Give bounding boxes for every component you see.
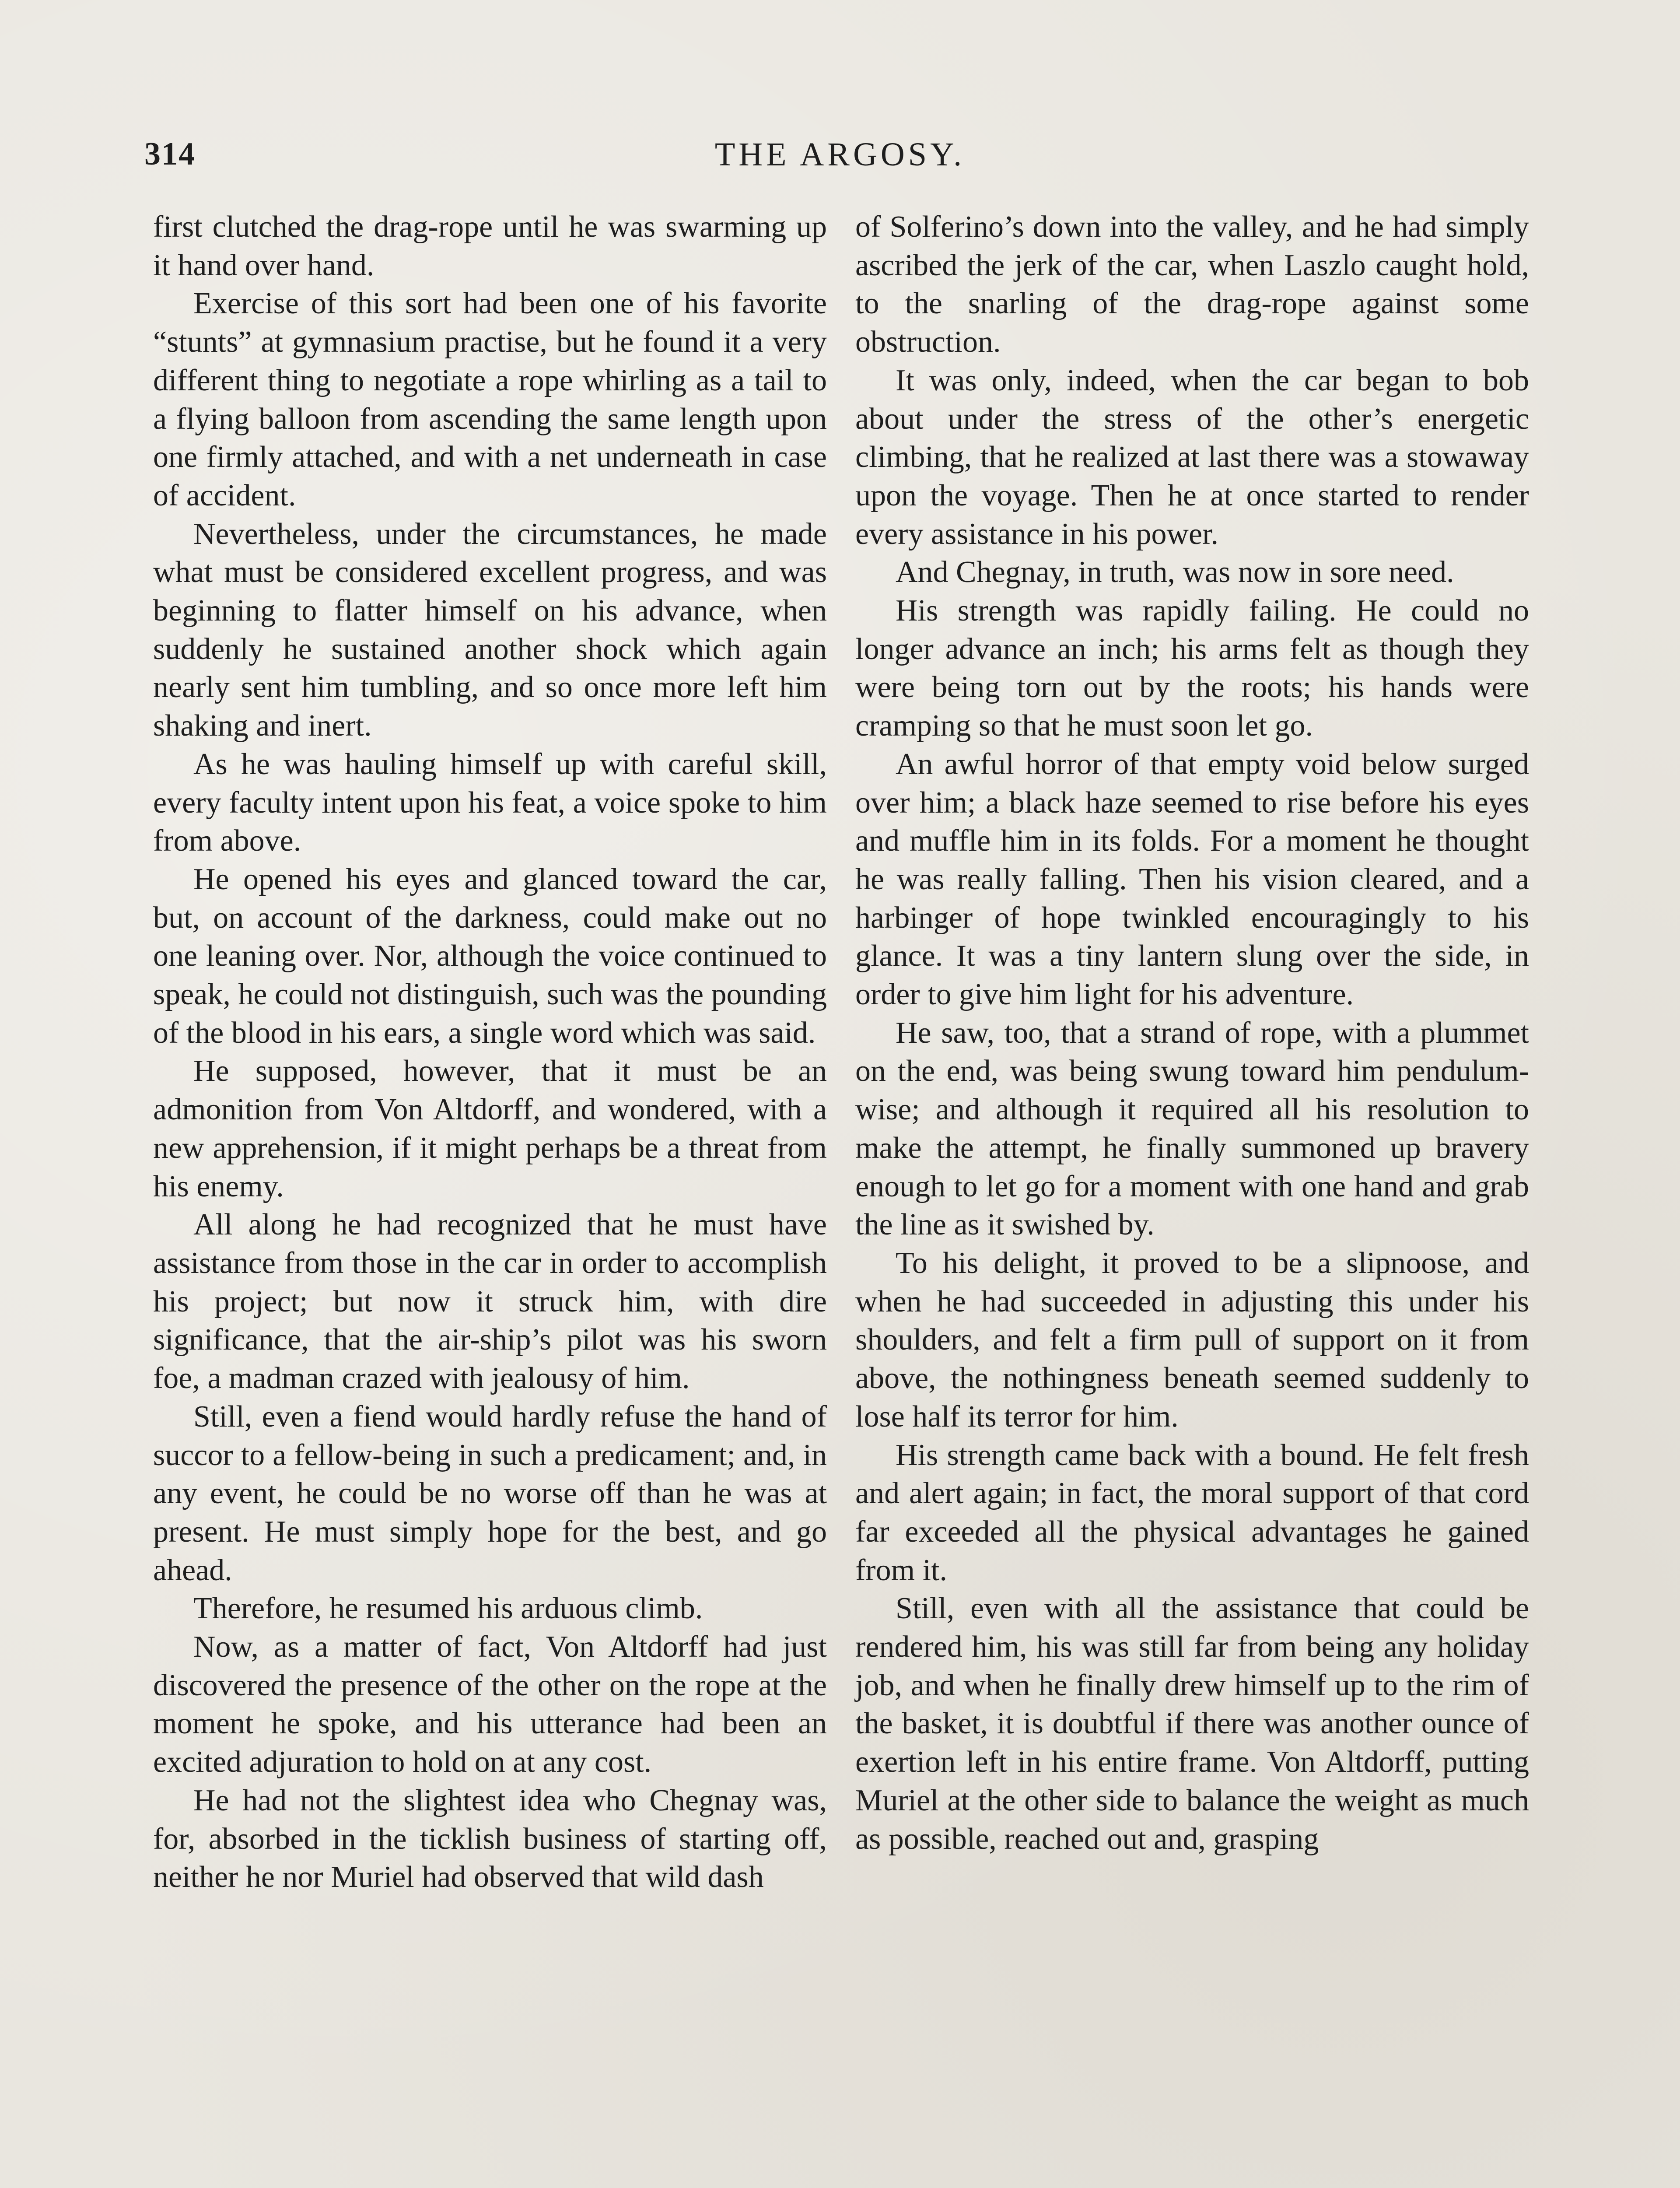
paragraph: Therefore, he resumed his arduous climb. (193, 1592, 703, 1626)
paragraph: He supposed, however, that it must be an admonition from Von Altdorff, and wondered, with a new apprehension, if it might perhaps be a threat from his enemy. (153, 1054, 827, 1203)
paragraph: He opened his eyes and glanced toward the car, but, on account of the darkness, could make out no one leaning over. Nor, although the voice continued to speak, he could not distinguish, such was the pounding of the blood in his ears, a single word which was said. (153, 862, 827, 1050)
paragraph: Now, as a matter of fact, Von Altdorff had just discovered the presence of the other on the rope at the moment he spoke, and his utterance had been an excited adjuration to hold on at any cost. (153, 1630, 827, 1779)
running-head: THE ARGOSY. (714, 136, 966, 173)
paragraph: He had not the slightest idea who Chegnay was, for, absorbed in the ticklish business of starting off, neither he nor Muriel had observed that wild dash (153, 1783, 827, 1894)
paragraph: His strength was rapidly failing. He could no longer advance an inch; his arms felt as though they were being torn out by the roots; his hands were cramping so that he must soon let go. (855, 594, 1529, 743)
paragraph: Nevertheless, under the circumstances, he made what must be considered excellent progress, and was beginning to flatter himself on his advance, when suddenly he sustained another shock which again nearly sent him tumbling, and so once more left him shaking and inert. (153, 517, 827, 743)
page-number: 314 (144, 136, 196, 172)
paragraph: of Solferino’s down into the valley, and he had simply ascribed the jerk of the car, when Laszlo caught hold, to the snarling of the drag-rope against some obstruction. (855, 210, 1529, 359)
paragraph: An awful horror of that empty void below surged over him; a black haze seemed to rise before his eyes and muffle him in its folds. For a moment he thought he was really falling. Then his vision cleared, and a harbinger of hope twinkled encouragingly to his glance. It was a tiny lantern slung over the side, in order to give him light for his adventure. (855, 747, 1529, 1012)
page-header (144, 131, 1536, 179)
paragraph: To his delight, it proved to be a slipnoose, and when he had succeeded in adjusting this under his shoulders, and felt a firm pull of support on it from above, the nothingness beneath seemed suddenly to lose half its terror for him. (855, 1246, 1529, 1434)
paragraph: Still, even with all the assistance that could be rendered him, his was still far from being any holiday job, and when he finally drew himself up to the rim of the basket, it is doubtful if there was another ounce of exertion left in his entire frame. Von Altdorff, putting Muriel at the other side to balance the weight as much as possible, reached out and, grasping (855, 1592, 1529, 1856)
paragraph: All along he had recognized that he must have assistance from those in the car in order to accomplish his project; but now it struck him, with dire significance, that the air-ship’s pilot was his sworn foe, a madman crazed with jealousy of him. (153, 1208, 827, 1396)
left-column (153, 208, 827, 1897)
paragraph: Exercise of this sort had been one of his favorite “stunts” at gymnasium practise, but he found it a very different thing to negotiate a rope whirling as a tail to a flying balloon from ascending the same length upon one firmly attached, and with a net underneath in case of accident. (153, 287, 827, 512)
paragraph: His strength came back with a bound. He felt fresh and alert again; in fact, the moral support of that cord far exceeded all the physical advantages he gained from it. (855, 1438, 1529, 1587)
paragraph: And Chegnay, in truth, was now in sore need. (896, 555, 1454, 589)
paragraph: Still, even a fiend would hardly refuse the hand of succor to a fellow-being in such a predicament; and, in any event, he could be no worse off than he was at present. He must simply hope for the best, and go ahead. (153, 1399, 827, 1587)
paragraph: first clutched the drag-rope until he was swarming up it hand over hand. (153, 210, 827, 282)
paragraph: He saw, too, that a strand of rope, with a plummet on the end, was being swung toward him pendulum-wise; and although it required all his resolution to make the attempt, he finally summoned up bravery enough to let go for a moment with one hand and grab the line as it swished by. (855, 1016, 1529, 1242)
paragraph: As he was hauling himself up with careful skill, every faculty intent upon his feat, a voice spoke to him from above. (153, 747, 827, 858)
right-column (855, 208, 1529, 1858)
paragraph: It was only, indeed, when the car began to bob about under the stress of the other’s energetic climbing, that he realized at last there was a stowaway upon the voyage. Then he at once started to render every assistance in his power. (855, 363, 1529, 551)
